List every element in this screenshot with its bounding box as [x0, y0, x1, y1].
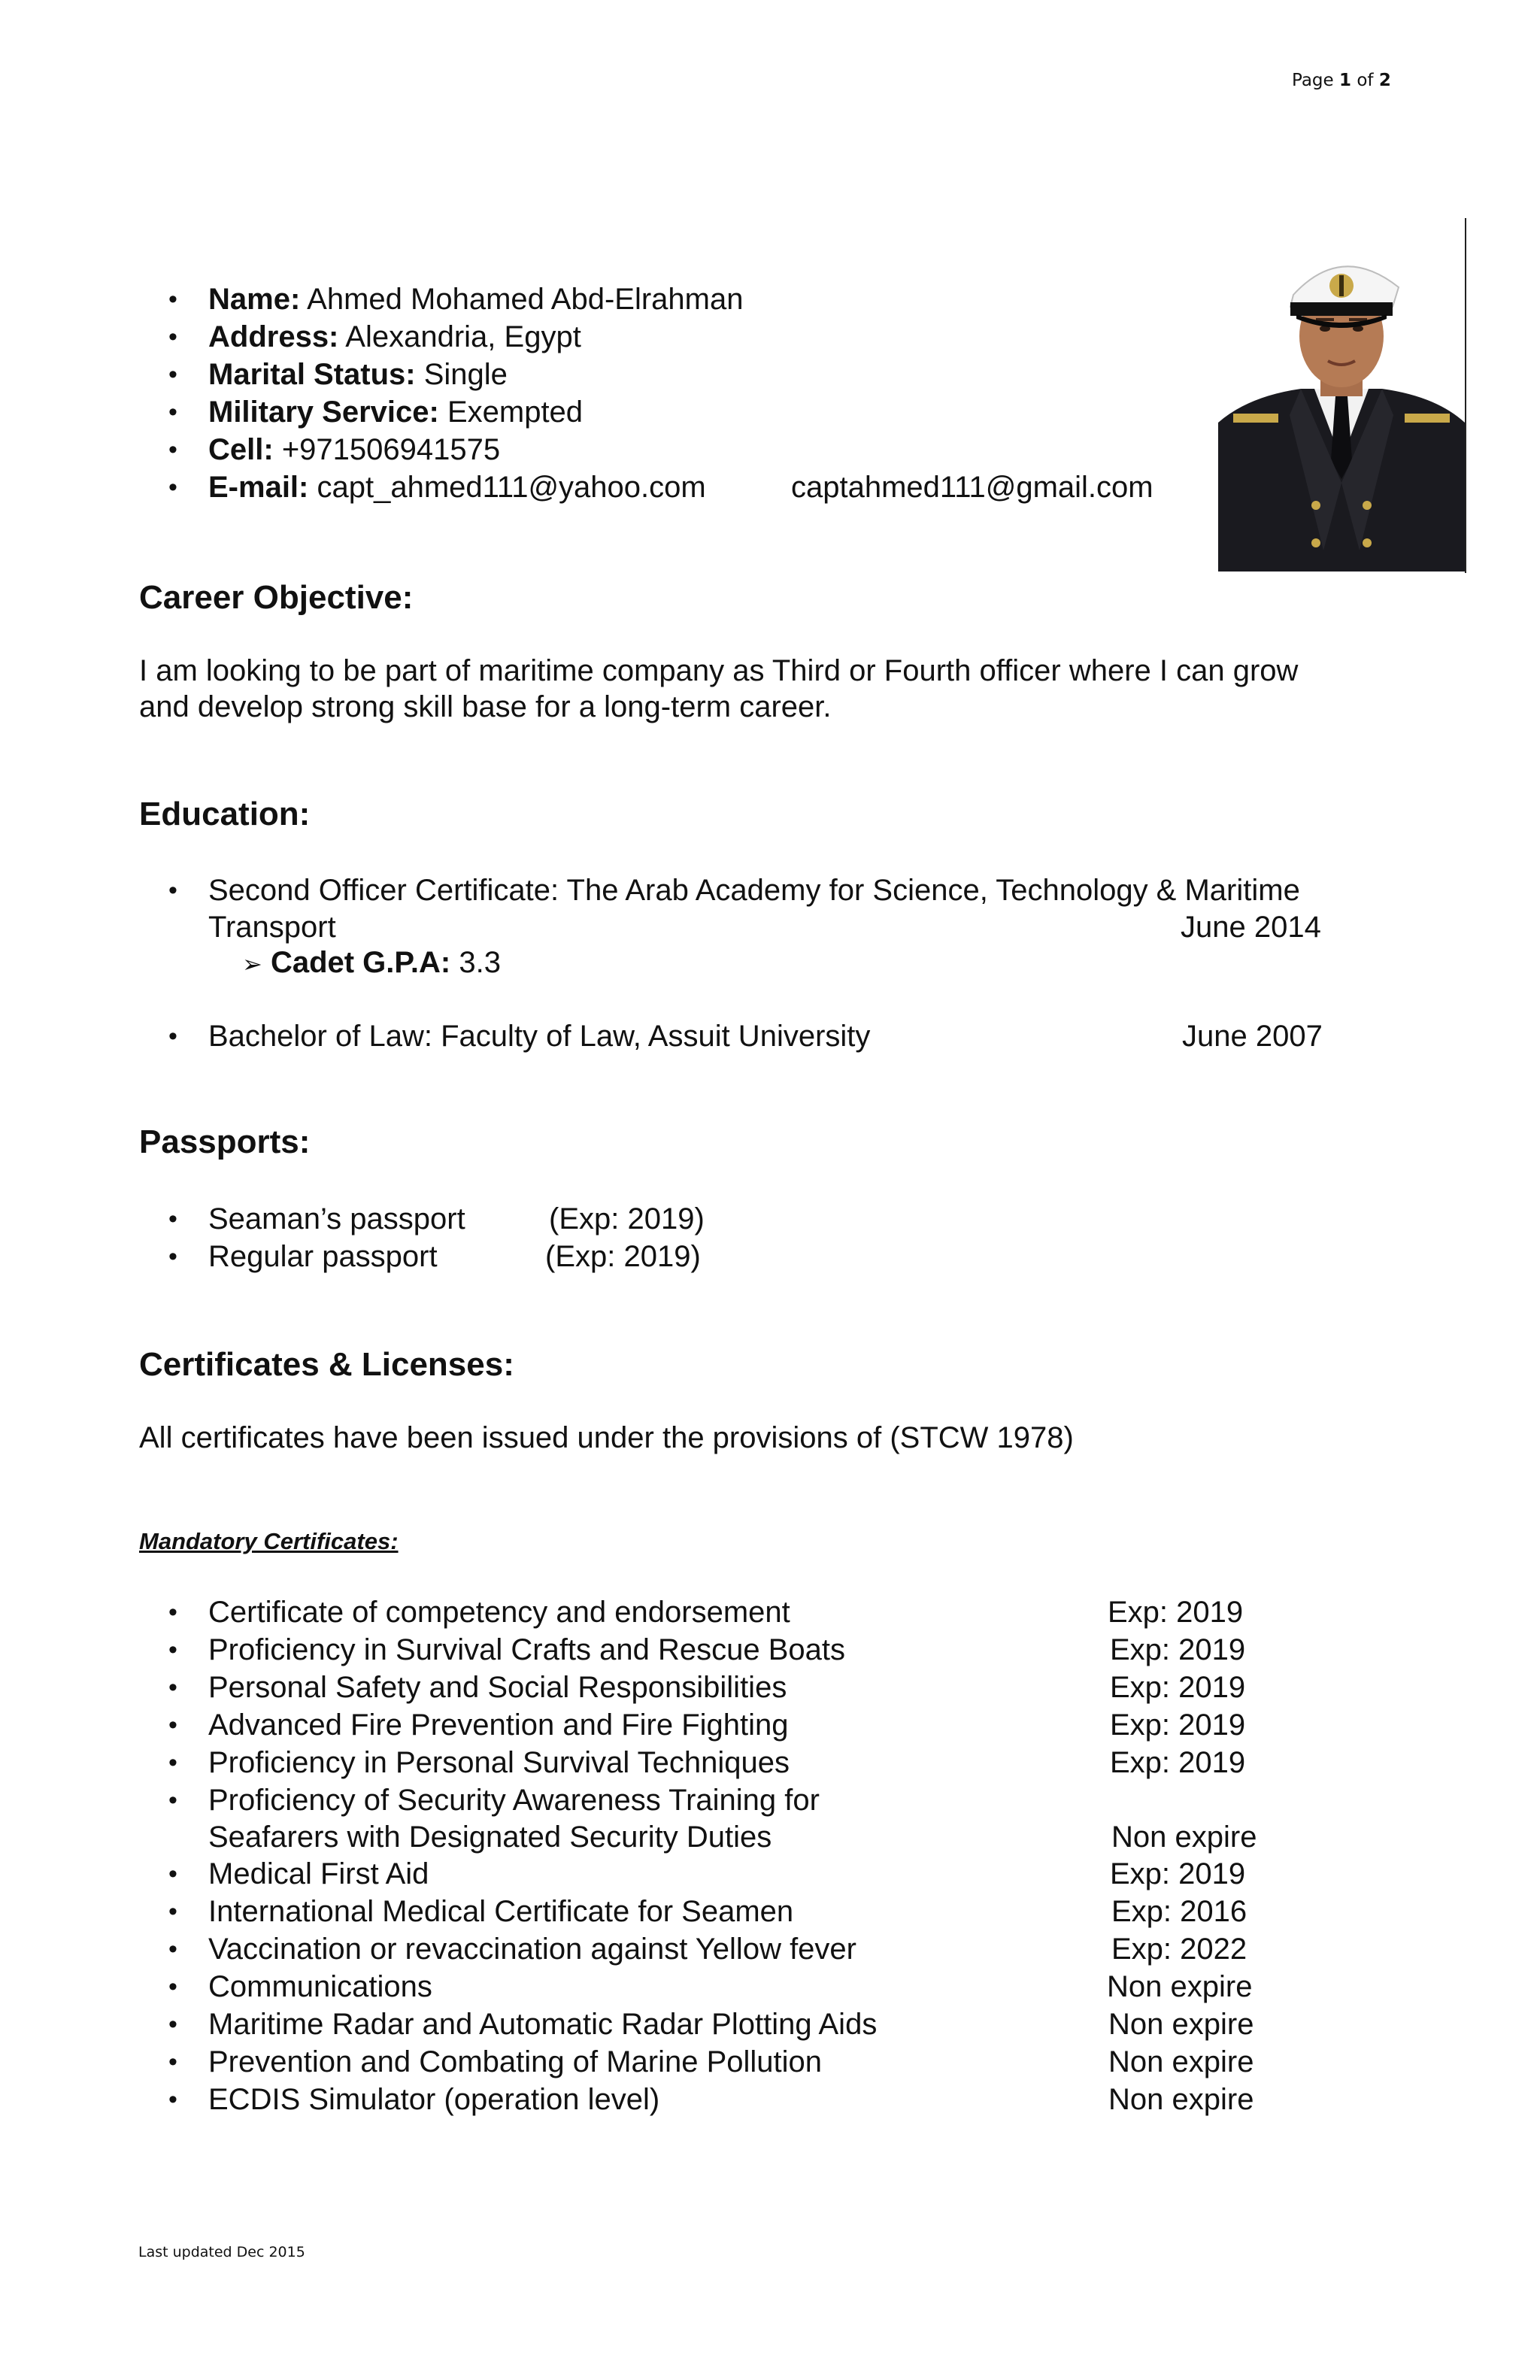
bullet-icon: •	[168, 1242, 177, 1271]
certificate-exp: Non expire	[1111, 1821, 1257, 1854]
certificate-exp: Exp: 2019	[1110, 1671, 1246, 1704]
passport-exp: (Exp: 2019)	[549, 1202, 705, 1235]
arrow-bullet-icon: ➢	[242, 950, 262, 978]
bullet-icon: •	[168, 360, 177, 389]
bullet-icon: •	[168, 1598, 177, 1627]
certificate-exp: Exp: 2019	[1110, 1857, 1246, 1890]
officer-portrait-icon	[1218, 235, 1465, 572]
bullet-icon: •	[168, 2010, 177, 2039]
bullet-icon: •	[168, 1897, 177, 1926]
page-number: Page 1 of 2	[1292, 71, 1391, 90]
email-secondary[interactable]: captahmed111@gmail.com	[791, 471, 1153, 504]
certificates-heading: Certificates & Licenses:	[139, 1346, 514, 1383]
certificate-exp: Exp: 2019	[1110, 1746, 1246, 1779]
bullet-icon: •	[168, 1935, 177, 1963]
education-date: June 2007	[1182, 1020, 1323, 1053]
profile-photo	[1218, 235, 1465, 572]
certificate-exp: Non expire	[1107, 1970, 1253, 2003]
certificate-exp: Exp: 2016	[1111, 1895, 1247, 1928]
certificate-exp: Non expire	[1108, 2045, 1254, 2078]
certificate-item-continuation: Seafarers with Designated Security Duties	[208, 1821, 772, 1854]
certificate-exp: Exp: 2019	[1110, 1708, 1246, 1742]
career-objective-line1: I am looking to be part of maritime company as Third or Fourth officer where I can grow	[139, 654, 1299, 687]
bullet-icon: •	[168, 2085, 177, 2114]
bullet-icon: •	[168, 285, 177, 314]
bullet-icon: •	[168, 2048, 177, 2076]
bullet-icon: •	[168, 398, 177, 426]
education-item-continuation: Transport	[208, 911, 336, 944]
last-updated-footer: Last updated Dec 2015	[138, 2244, 305, 2260]
career-objective-line2: and develop strong skill base for a long-term career.	[139, 690, 832, 723]
certificates-intro: All certificates have been issued under the provisions of (STCW 1978)	[139, 1421, 1074, 1454]
certificate-exp: Non expire	[1108, 2008, 1254, 2041]
bullet-icon: •	[168, 1673, 177, 1702]
bullet-icon: •	[168, 1972, 177, 2001]
bullet-icon: •	[168, 1636, 177, 1664]
passports-heading: Passports:	[139, 1123, 311, 1160]
education-heading: Education:	[139, 796, 311, 832]
mandatory-certificates-heading: Mandatory Certificates:	[139, 1528, 399, 1554]
bullet-icon: •	[168, 1786, 177, 1815]
bullet-icon: •	[168, 1205, 177, 1233]
certificate-exp: Non expire	[1108, 2083, 1254, 2116]
bullet-icon: •	[168, 435, 177, 464]
bullet-icon: •	[168, 1022, 177, 1051]
education-date: June 2014	[1181, 911, 1321, 944]
photo-border-line	[1465, 218, 1466, 573]
bullet-icon: •	[168, 473, 177, 502]
bullet-icon: •	[168, 1748, 177, 1777]
certificate-exp: Exp: 2022	[1111, 1933, 1247, 1966]
bullet-icon: •	[168, 1860, 177, 1888]
certificate-exp: Exp: 2019	[1110, 1633, 1246, 1666]
bullet-icon: •	[168, 876, 177, 905]
passport-exp: (Exp: 2019)	[545, 1240, 701, 1273]
bullet-icon: •	[168, 323, 177, 351]
certificate-exp: Exp: 2019	[1108, 1596, 1244, 1629]
email-primary[interactable]: capt_ahmed111@yahoo.com	[317, 471, 706, 504]
gpa-line: ➢ Cadet G.P.A: 3.3	[242, 946, 501, 979]
bullet-icon: •	[168, 1711, 177, 1739]
career-objective-heading: Career Objective:	[139, 579, 414, 616]
